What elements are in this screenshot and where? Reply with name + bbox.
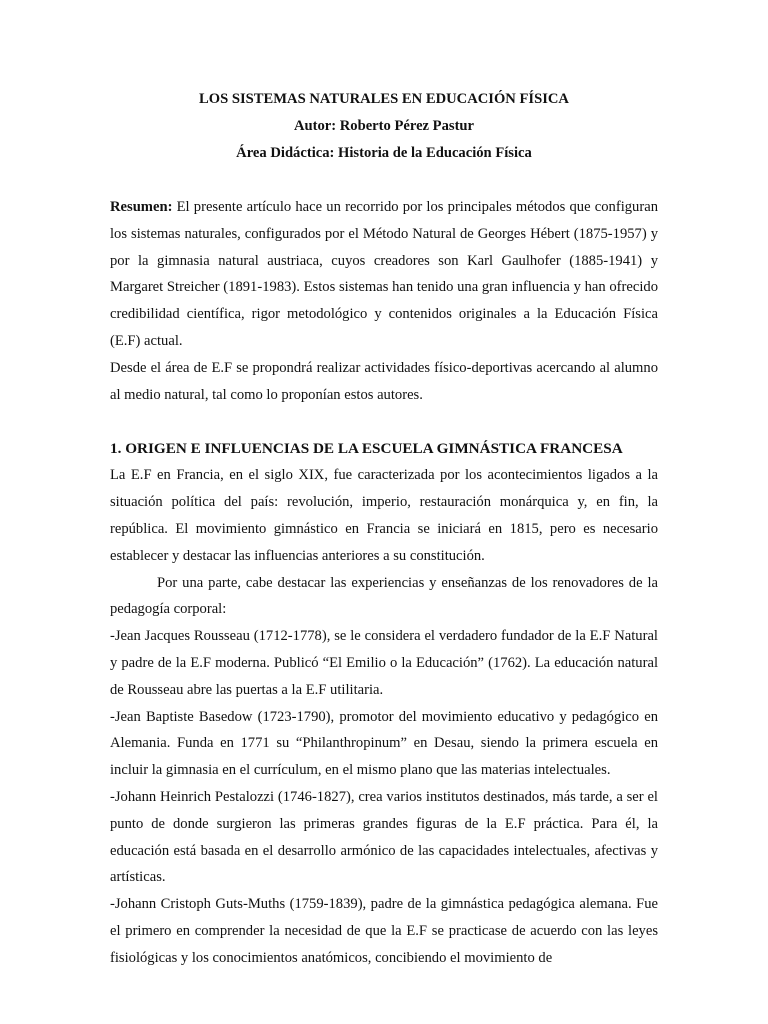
document-title: LOS SISTEMAS NATURALES EN EDUCACIÓN FÍSICA (199, 91, 569, 107)
list-item-basedow: -Jean Baptiste Basedow (1723-1790), promotor del movimiento educativo y pedagógico en Alemania. Funda en 1771 su “Philanthropinum” en Desau, siendo la primera escuela en incluir la gimnasia en el currículum, en el mismo plano que las materias intelectuales. (110, 708, 658, 779)
list-item-pestalozzi: -Johann Heinrich Pestalozzi (1746-1827), crea varios institutos destinados, más tarde, a ser el punto de donde surgieron las primeras grandes figuras de la E.F práctica. Para él, la educación está basada en el desarrollo armónico de las capacidades intelectuales, afectivas y artísticas. (110, 788, 658, 886)
document-author: Autor: Roberto Pérez Pastur (293, 118, 475, 134)
section-paragraph-1: La E.F en Francia, en el siglo XIX, fue caracterizada por los acontecimientos ligados a la situación política del país: revolución, imperio, restauración monárquica y, en fin, la república. El movimiento gimnástico en Francia se iniciará en 1815, pero es necesario establecer y destacar las influencias anteriores a su constitución. (110, 467, 658, 564)
document-area: Área Didáctica: Historia de la Educación Física (236, 145, 532, 161)
section-title: 1. ORIGEN E INFLUENCIAS DE LA ESCUELA GIMNÁSTICA FRANCESA (110, 440, 623, 458)
document-header (110, 86, 658, 167)
list-item-rousseau: -Jean Jacques Rousseau (1712-1778), se le considera el verdadero fundador de la E.F Natural y padre de la E.F moderna. Publicó “El Emilio o la Educación” (1762). La educación natural de Rousseau abre las puertas a la E.F utilitaria. (110, 628, 658, 698)
abstract-label: Resumen: (110, 199, 173, 215)
section-paragraph-2: Por una parte, cabe destacar las experiencias y enseñanzas de los renovadores de la pedagogía corporal: (110, 574, 658, 618)
abstract-text: El presente artículo hace un recorrido por los principales métodos que configuran los sistemas naturales, configurados por el Método Natural de Georges Hébert (1875-1957) y por la gimnasia natural austriaca, cuyos creadores son Karl Gaulhofer (1885-1941) y Margaret Streicher (1891-1983). Estos sistemas han tenido una gran influencia y han ofrecido credibilidad científica, rigor metodológico y contenidos originales a la Educación Física (E.F) actual. (110, 199, 658, 349)
list-item-guts-muths: -Johann Cristoph Guts-Muths (1759-1839), padre de la gimnástica pedagógica alemana. Fue el primero en comprender la necesidad de que la E.F se practicase de acuerdo con las leyes fisiológicas y los conocimientos anatómicos, concibiendo el movimiento de (110, 896, 658, 966)
abstract-paragraph (110, 194, 658, 355)
abstract-paragraph-2: Desde el área de E.F se propondrá realizar actividades físico-deportivas acercando al alumno al medio natural, tal como lo proponían estos autores. (110, 359, 658, 403)
